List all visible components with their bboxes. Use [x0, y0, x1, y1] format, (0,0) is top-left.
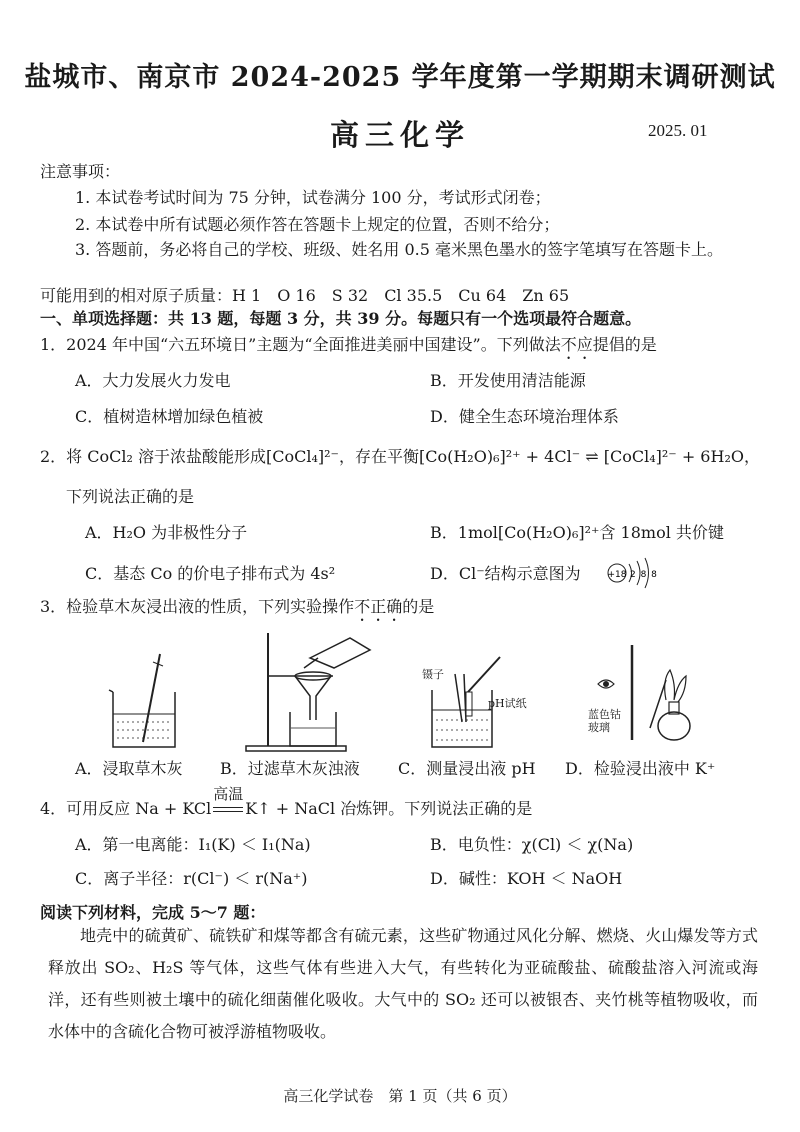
- question-4-stem: [40, 785, 533, 819]
- q4-stem-part: 4．可用反应 Na + KCl: [40, 799, 212, 818]
- nucleus-charge: +18: [607, 570, 627, 580]
- q4-option-a: A．第一电离能：I₁(K) ＜ I₁(Na): [75, 835, 311, 854]
- q1-option-d: D．健全生态环境治理体系: [430, 407, 619, 426]
- q1-stem-part: 1．2024 年中国“六五环境日”主题为“全面推进美丽中国建设”。下列做法: [40, 335, 561, 354]
- q2-option-d: D．Cl⁻结构示意图为: [430, 564, 581, 583]
- reading-heading: 阅读下列材料，完成 5～7 题：: [40, 903, 266, 922]
- q3-option-d: D．检验浸出液中 K⁺: [565, 759, 716, 778]
- apparatus-a-beaker-stirring: [105, 652, 185, 752]
- q1-option-a: A．大力发展火力发电: [75, 371, 231, 390]
- exam-title: 盐城市、南京市 2024-2025 学年度第一学期期末调研测试: [24, 62, 776, 93]
- question-3-stem: [40, 594, 434, 625]
- subject-title: 高三化学: [329, 118, 470, 152]
- q2-option-c: C．基态 Co 的价电子排布式为 4s²: [85, 564, 336, 583]
- q4-option-d: D．碱性：KOH ＜ NaOH: [430, 869, 623, 888]
- note-item: 3. 答题前，务必将自己的学校、班级、姓名用 0.5 毫米黑色墨水的签字笔填写在答题卡上。: [75, 240, 723, 259]
- note-item: 2. 本试卷中所有试题必须作答在答题卡上规定的位置，否则不给分；: [75, 215, 560, 234]
- q4-stem-part: K↑ + NaCl 冶炼钾。下列说法正确的是: [245, 799, 533, 818]
- atomic-masses: 可能用到的相对原子质量：H 1 O 16 S 32 Cl 35.5 Cu 64 Zn 65: [40, 286, 570, 305]
- chloride-ion-structure-diagram: [605, 556, 665, 590]
- reaction-condition: 高温: [213, 785, 244, 803]
- q4-option-b: B．电负性：χ(Cl) ＜ χ(Na): [430, 835, 634, 854]
- q3-option-b: B．过滤草木灰浊液: [220, 759, 360, 778]
- notes-heading: 注意事项：: [40, 162, 121, 181]
- q3-stem-part: 的是: [402, 597, 435, 616]
- question-1-stem: [40, 332, 657, 363]
- apparatus-b-filtration: [238, 628, 378, 753]
- question-2-stem: 2．将 CoCl₂ 溶于浓盐酸能形成[CoCl₄]²⁻，存在平衡[Co(H₂O)₆]²⁺ + 4Cl⁻ ⇌ [CoCl₄]²⁻ + 6H₂O，: [40, 447, 760, 466]
- exam-date: 2025. 01: [648, 121, 708, 140]
- q1-emphasis: 不应: [560, 335, 593, 354]
- q3-option-a: A．浸取草木灰: [75, 759, 183, 778]
- question-2-stem-line2: 下列说法正确的是: [66, 487, 195, 506]
- page-footer: 高三化学试卷 第 1 页（共 6 页）: [283, 1087, 517, 1105]
- q3-emphasis: 不正确: [354, 597, 403, 616]
- reaction-arrow: [211, 785, 245, 818]
- note-item: 1. 本试卷考试时间为 75 分钟，试卷满分 100 分，考试形式闭卷；: [75, 188, 551, 207]
- label-ph-paper: pH试纸: [488, 697, 527, 710]
- q4-option-c: C．离子半径：r(Cl⁻) ＜ r(Na⁺): [75, 869, 308, 888]
- q3-stem-part: 3．检验草木灰浸出液的性质，下列实验操作: [40, 597, 355, 616]
- q1-stem-part: 提倡的是: [592, 335, 657, 354]
- q3-option-c: C．测量浸出液 pH: [398, 759, 536, 778]
- label-cobalt-glass: 蓝色钴 玻璃: [588, 708, 621, 734]
- q2-option-b: B．1mol[Co(H₂O)₆]²⁺含 18mol 共价键: [430, 523, 724, 542]
- q1-option-c: C．植树造林增加绿色植被: [75, 407, 264, 426]
- reading-passage: 地壳中的硫黄矿、硫铁矿和煤等都含有硫元素，这些矿物通过风化分解、燃烧、火山爆发等方式释放出 SO₂、H₂S 等气体，这些气体有些进入大气，有些转化为亚硫酸盐、硫酸盐溶入河流或海洋，还有些则被土壤中的硫化细菌催化吸收。大气中的 SO₂ 还可以被银杏、夹竹桃等植物吸收，而水体中的含硫化合物可被浮游植物吸收。: [48, 926, 758, 1041]
- section-heading: 一、单项选择题：共 13 题，每题 3 分，共 39 分。每题只有一个选项最符合题意。: [40, 309, 642, 328]
- electron-shells: 2 8 8: [630, 570, 658, 580]
- q1-option-b: B．开发使用清洁能源: [430, 371, 586, 390]
- q2-option-a: A．H₂O 为非极性分子: [85, 523, 248, 542]
- label-tweezers: 镊子: [422, 668, 444, 681]
